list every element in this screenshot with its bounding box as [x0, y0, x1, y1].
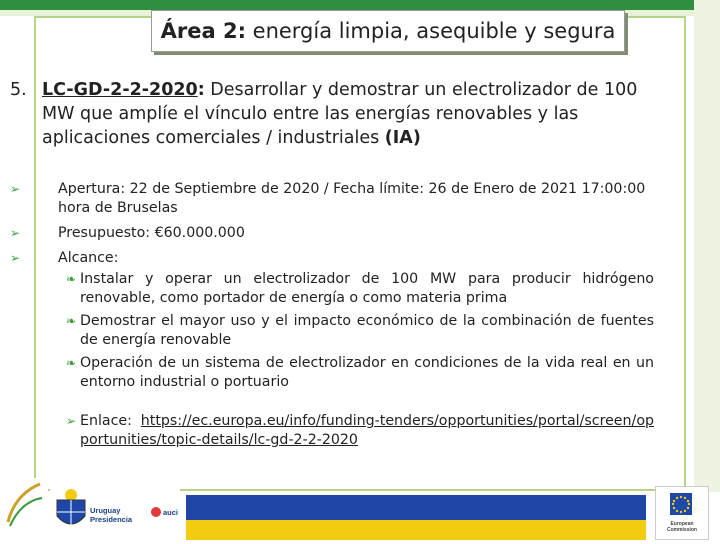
topic-type: (IA): [384, 128, 421, 148]
area-prefix: Área 2:: [160, 19, 246, 43]
footer-yellow-band: [186, 520, 646, 540]
alcance-label: Alcance:: [58, 250, 119, 266]
enlace-link[interactable]: https://ec.europa.eu/info/funding-tenders/opportunities/portal/screen/opportunities/topic-details/lc-gd-2-2-2020: [80, 413, 654, 448]
uruguay-presidencia-logo: [50, 478, 180, 540]
topic-number: 5.: [10, 80, 27, 100]
eu-caption: European Commission: [666, 521, 697, 533]
uruguay-line2: Presidencia: [90, 515, 133, 524]
presupuesto-value: €60.000.000: [150, 225, 245, 241]
footer-blue-band: [186, 495, 646, 520]
alcance-item-text: Instalar y operar un electrolizador de 100 MW para producir hidrógeno renovable, como portador de energía o como materia prima: [80, 271, 654, 306]
arrow-bullet-icon: ➢: [10, 182, 21, 196]
eu-commission-logo: [655, 486, 709, 540]
area-title: energía limpia, asequible y segura: [245, 19, 616, 43]
list-item-apertura: [10, 180, 670, 218]
alcance-item: [10, 354, 670, 392]
fecha-limite-value: 26 de Enero de 2021 17:00:00 hora de Bruselas: [58, 181, 646, 216]
details-list: [10, 180, 670, 454]
elac-logo: [0, 478, 48, 540]
top-accent-bar: [0, 0, 720, 10]
leaf-bullet-icon: ❧: [66, 272, 77, 286]
leaf-bullet-icon: ❧: [66, 314, 77, 328]
topic-code[interactable]: LC-GD-2-2-2020: [42, 80, 198, 100]
uruguay-shield-icon: [54, 486, 88, 532]
alcance-item-text: Operación de un sistema de electrolizador en condiciones de la vida real en un entorno industrial o portuario: [80, 355, 654, 390]
right-decor-strip: [694, 0, 720, 540]
topic-colon: :: [197, 80, 205, 100]
apertura-label: Apertura:: [58, 181, 126, 197]
topic-description: Desarrollar y demostrar un electrolizador de 100 MW que amplíe el vínculo entre las energías renovables y las aplicaciones comerciales / industriales: [42, 80, 638, 148]
apertura-value: 22 de Septiembre de 2020 /: [125, 181, 334, 197]
slide-title: [151, 10, 625, 52]
elac-logo-icon: [0, 478, 48, 540]
enlace-label: Enlace:: [80, 413, 132, 429]
alcance-item: [10, 270, 670, 308]
arrow-bullet-icon: ➢: [10, 226, 21, 240]
fecha-limite-label: Fecha límite:: [333, 181, 424, 197]
alcance-item-text: Demostrar el mayor uso y el impacto económico de la combinación de fuentes de energía renovable: [80, 313, 654, 348]
list-item-alcance: [10, 249, 670, 268]
presupuesto-label: Presupuesto:: [58, 225, 151, 241]
list-item-enlace: [10, 412, 670, 450]
arrow-bullet-icon: ➢: [10, 251, 21, 265]
auci-label: auci: [163, 508, 179, 517]
arrow-bullet-icon: ➢: [66, 414, 77, 428]
alcance-item: [10, 312, 670, 350]
list-item-presupuesto: [10, 224, 670, 243]
uruguay-line1: Uruguay: [90, 506, 121, 515]
auci-mark-icon: [150, 506, 162, 518]
leaf-bullet-icon: ❧: [66, 356, 77, 370]
